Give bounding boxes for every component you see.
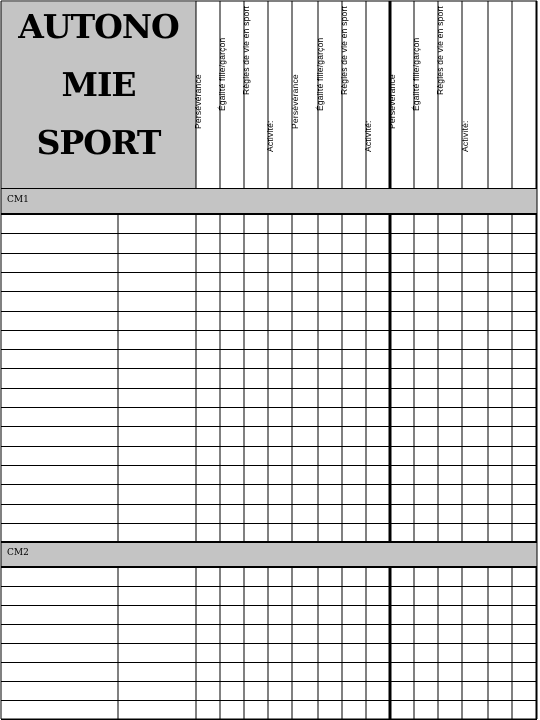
column-header-label: Activité: <box>363 120 373 153</box>
section-label: CM1 <box>7 195 29 205</box>
column-header-label: Persévérance <box>290 74 300 130</box>
column-header-label: Activité: <box>460 120 470 153</box>
section-label: CM2 <box>7 548 29 558</box>
title-line: MIE <box>61 65 136 104</box>
column-header-label: Égalité fille/garçon <box>217 37 227 111</box>
column-header-label: Persévérance <box>193 74 203 130</box>
column-header-label: Activité: <box>265 120 275 153</box>
column-header-label: Égalité fille/garçon <box>315 37 325 111</box>
column-header-label: Règles de vie en sport <box>339 6 349 96</box>
title-line: SPORT <box>36 123 161 162</box>
column-header-label: Persévérance <box>387 74 397 130</box>
title-line: AUTONO <box>18 7 179 46</box>
column-header-label: Égalité fille/garçon <box>411 37 421 111</box>
column-header-label: Règles de vie en sport <box>435 6 445 96</box>
column-header-label: Règles de vie en sport <box>241 6 251 96</box>
